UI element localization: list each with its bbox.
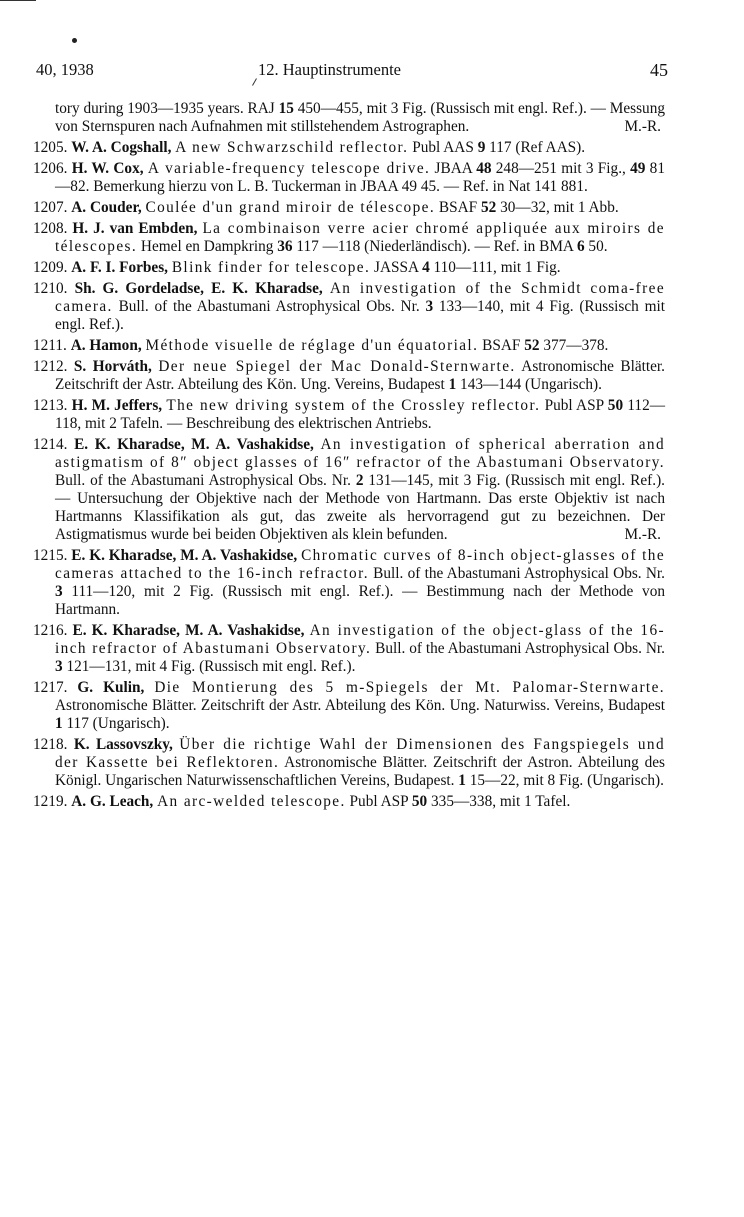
entry-continuation: tory during 1903—1935 years. RAJ 15 450—455, mit 3 Fig. (Russisch mit engl. Ref.). — Messung von Sternspuren nach Aufnahmen mit stillstehendem Astrographen. M.-R. [55,100,665,135]
entry-title: Chromatic curves of 8-inch object-glasses of the cameras attached to the 16-inch refractor. [55,547,666,582]
entry-source: Bull. of the Abastumani Astrophysical Obs. Nr. [112,298,426,315]
bibliography-entry [33,793,665,811]
entry-title: An investigation of the object-glass of the 16-inch refractor of Abastumani Observatory. [55,622,666,657]
entry-number: 1205. [33,139,68,156]
entry-number: 1212. [33,358,68,375]
entry-volume: 36 [277,238,293,255]
entry-volume: 1 [458,772,466,789]
bibliography-entry [33,280,665,334]
bibliography-entry [33,199,665,217]
entry-source: Publ ASP [540,397,608,414]
entry-author: E. K. Kharadse, M. A. Vashakidse, [72,622,305,639]
entry-author: Sh. G. Gordeladse, E. K. Kharadse, [74,280,323,297]
entry-pages: 117 (Ungarisch). [62,715,170,732]
page-number: 45 [650,60,668,80]
entry-number: 1218. [33,736,68,753]
entry-source: Astronomische Blätter. Zeitschrift der Astr. Abteilung des Kön. Ung. Vereins, Budapest [55,358,665,393]
bibliography-list [33,100,665,814]
bibliography-entry [33,679,665,733]
entry-pages: 335—338, mit 1 Tafel. [427,793,571,810]
entry-source: BSAF [435,199,481,216]
entry-source: BSAF [478,337,525,354]
entry-author: A. G. Leach, [71,793,154,810]
entry-author: E. K. Kharadse, M. A. Vashakidse, [74,436,314,453]
entry-title: Méthode visuelle de réglage d'un équatorial. [145,337,479,354]
bibliography-entry [33,358,665,394]
entry-title: The new driving system of the Crossley reflector. [166,397,541,414]
entry-number: 1213. [33,397,68,414]
bibliography-entry [33,337,665,355]
entry-number: 1206. [33,160,68,177]
entry-number: 1208. [33,220,68,237]
entry-volume: 1 [55,715,63,732]
entry-title: A new Schwarzschild reflector. [175,139,409,156]
entry-author: G. Kulin, [77,679,145,696]
entry-title: La combinaison verre acier chromé appliquée aux miroirs de télescopes. [55,220,665,255]
entry-pages: 248—251 mit 3 Fig., [491,160,631,177]
entry-title: Blink finder for telescope. [171,259,371,276]
entry-author: S. Horváth, [73,358,152,375]
entry-author: W. A. Cogshall, [71,139,172,156]
bibliography-entry [33,160,665,196]
entry-volume: 9 [477,139,486,156]
entry-source: Astronomische Blätter. Zeitschrift der Astron. Abteilung des Königl. Ungarischen Naturwissenschaftlichen Vereins, Budapest. [55,754,665,789]
running-header [36,60,668,82]
entry-title: Über die richtige Wahl der Dimensionen des Fangspiegels und der Kassette bei Reflektoren. [55,736,666,771]
bibliography-entry [33,547,665,619]
entry-pages: 112—118, mit 2 Tafeln. — Beschreibung des elektrischen Antriebs. [55,397,666,432]
entry-author: E. K. Kharadse, M. A. Vashakidse, [71,547,298,564]
bibliography-entry [33,259,665,277]
bibliography-entry [33,622,665,676]
entry-pages: 117 (Ref AAS). [485,139,586,156]
entry-volume: 52 [524,337,540,354]
entry-number: 1219. [33,793,68,810]
bibliography-entry [33,139,665,157]
entry-pages: 30—32, mit 1 Abb. [496,199,619,216]
print-mark [72,38,77,43]
entry-source: Hemel en Dampkring [137,238,278,255]
reviewer-signature: M.-R. [624,118,661,135]
bibliography-entry [33,397,665,433]
entry-number: 1216. [33,622,68,639]
entry-source: Astronomische Blätter. Zeitschrift der Astr. Abteilung des Kön. Ung. Naturwiss. Vereins, Budapest [55,697,665,714]
entry-title: Die Montierung des 5 m-Spiegels der Mt. Palomar-Sternwarte. [154,679,665,696]
entry-author: A. Hamon, [70,337,142,354]
entry-remarks: 81—82. Bemerkung hierzu von L. B. Tuckerman in JBAA 49 45. — Ref. in Nat 141 881. [55,160,665,195]
entry-volume: 3 [425,298,434,315]
entry-source: JBAA [430,160,477,177]
entry-number: 1210. [33,280,68,297]
entry-volume: 48 [476,160,492,177]
entry-title: An arc-welded telescope. [157,793,346,810]
bibliography-entry [33,736,665,790]
entry-author: H. J. van Embden, [72,220,198,237]
volume-year: 40, 1938 [36,60,94,79]
entry-source: Publ ASP [345,793,412,810]
entry-volume: 3 [55,583,63,600]
entry-volume-2: 49 [630,160,646,177]
entry-pages: 110—111, mit 1 Fig. [429,259,561,276]
entry-title: An investigation of the Schmidt coma-free camera. [55,280,666,315]
section-title: 12. Hauptinstrumente [258,60,401,79]
entry-volume: 4 [422,259,430,276]
entry-source: Bull. of the Abastumani Astrophysical Obs. Nr. [55,472,356,489]
bibliography-entry [33,436,665,544]
entry-author: H. W. Cox, [71,160,144,177]
entry-author: K. Lassovszky, [73,736,173,753]
entry-volume: 2 [355,472,364,489]
entry-volume: 1 [448,376,457,393]
entry-pages: 111—120, mit 2 Fig. (Russisch mit engl. Ref.). — Bestimmung nach der Methode von Hartmann. [55,583,665,618]
entry-pages: 377—378. [539,337,609,354]
entry-number: 1215. [33,547,68,564]
entry-number: 1217. [33,679,68,696]
entries-container [33,139,665,811]
corner-rule [0,0,36,1]
entry-volume: 50 [411,793,428,810]
entry-pages: 131—145, mit 3 Fig. (Russisch mit engl. Ref.). — Untersuchung der Objektive nach der Methode von Hartmann. Das erste Objektiv ist nach Hartmanns Klassifikation als gut, das zweite als hervorragend gut zu bezeichnen. Der Astigmatismus wurde bei beiden Objektiven als klein befunden. [55,472,665,543]
entry-volume: 52 [481,199,497,216]
entry-pages: 15—22, mit 8 Fig. (Ungarisch). [465,772,664,789]
entry-title: Der neue Spiegel der Mac Donald-Sternwarte. [158,358,516,375]
entry-author: A. F. I. Forbes, [71,259,168,276]
entry-pages: 121—131, mit 4 Fig. (Russisch mit engl. Ref.). [62,658,356,675]
reviewer-signature: M.-R. [624,526,661,543]
entry-source: Bull. of the Abastumani Astrophysical Obs. Nr. [368,565,665,582]
entry-volume-2: 6 [576,238,585,255]
bibliography-entry [33,220,665,256]
entry-pages: 143—144 (Ungarisch). [456,376,602,393]
entry-number: 1207. [33,199,68,216]
entry-title: A variable-frequency telescope drive. [147,160,431,177]
entry-volume: 50 [607,397,624,414]
entry-number: 1209. [33,259,68,276]
entry-title: Coulée d'un grand miroir de télescope. [145,199,436,216]
entry-author: H. M. Jeffers, [71,397,163,414]
entry-remarks: 50. [584,238,608,255]
entry-source: Publ AAS [408,139,478,156]
entry-source: Bull. of the Abastumani Astrophysical Obs. Nr. [371,640,665,657]
entry-number: 1214. [33,436,68,453]
entry-source: JASSA [370,259,423,276]
entry-author: A. Couder, [71,199,142,216]
entry-number: 1211. [33,337,67,354]
entry-title: An investigation of spherical aberration and astigmatism of 8″ object glasses of 16″ refractor of the Abastumani Observatory. [55,436,665,471]
entry-volume: 3 [55,658,63,675]
entry-pages: 117 —118 (Niederländisch). — Ref. in BMA [292,238,577,255]
entry-pages: 133—140, mit 4 Fig. (Russisch mit engl. Ref.). [55,298,666,333]
